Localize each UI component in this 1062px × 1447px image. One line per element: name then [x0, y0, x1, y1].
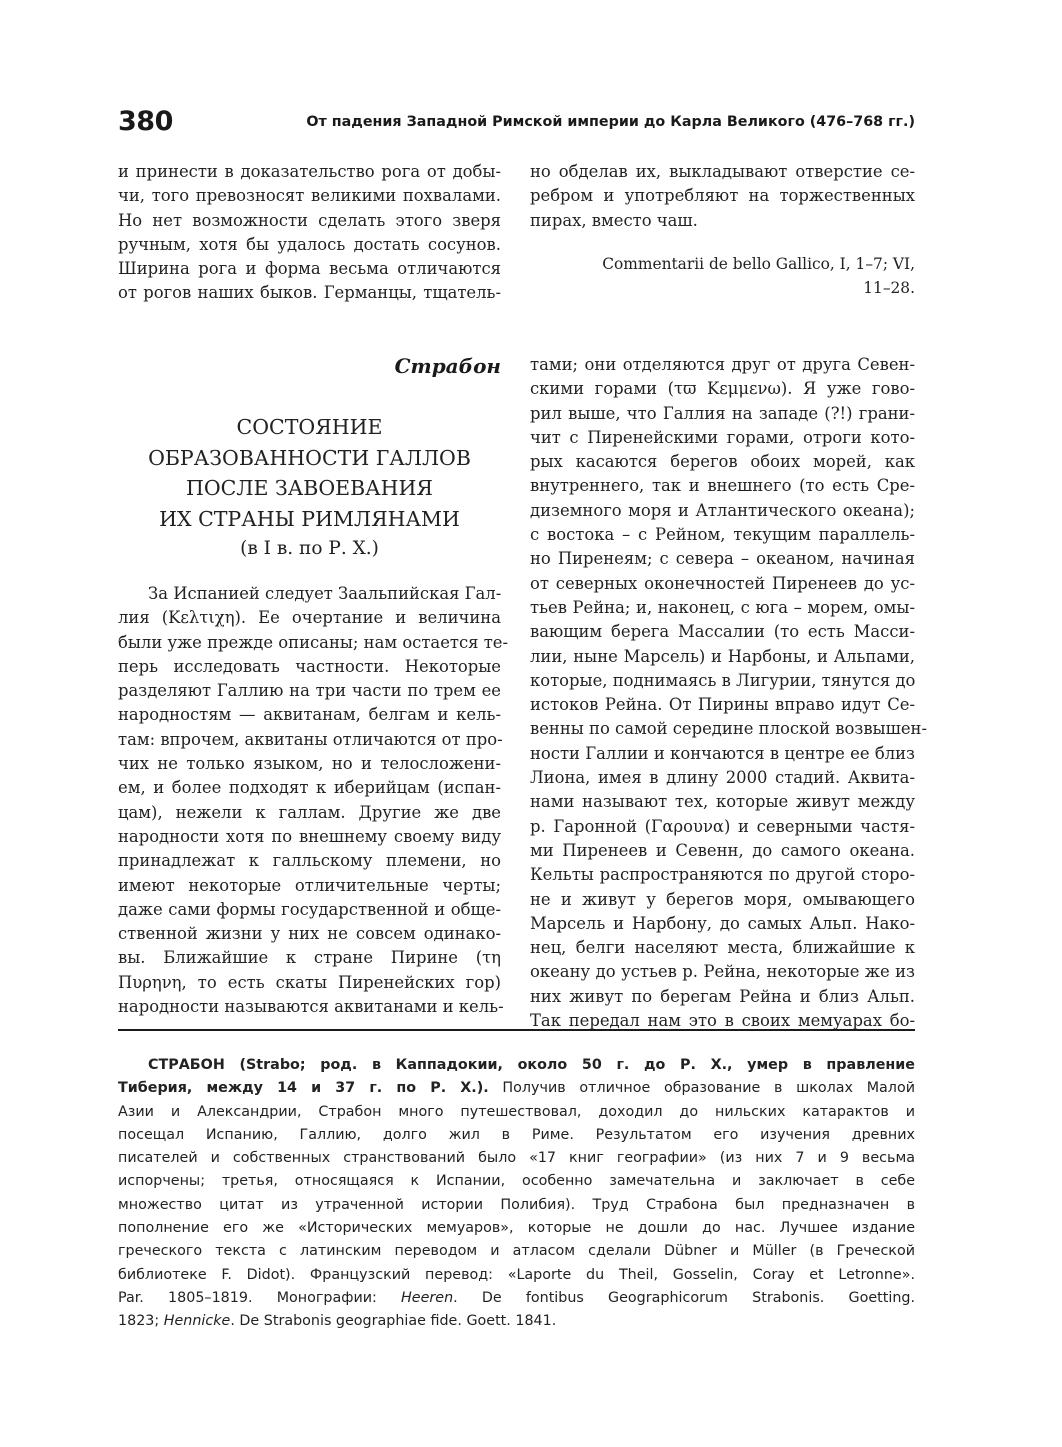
bio-text: Получив отличное образование в школах Малой — [488, 1080, 915, 1097]
text-line: ственной жизни у них не совсем одинако- — [118, 924, 501, 944]
bio-line — [118, 1310, 915, 1333]
text-line: пирах, вместо чаш. — [530, 210, 698, 230]
text-line: ности Галлии и кончаются в центре ее близ — [530, 743, 915, 763]
text-line: Ширина рога и форма весьма отличаются — [118, 259, 501, 279]
bio-heading: Тиберия, между 14 и 37 г. по Р. Х.). — [118, 1080, 489, 1097]
text-line: Но нет возможности сделать этого зверя — [118, 210, 501, 230]
title-line: ПОСЛЕ ЗАВОЕВАНИЯ — [186, 476, 433, 500]
title-line: СОСТОЯНИЕ — [236, 415, 383, 439]
text-line: чит с Пиренейскими горами, отроги кото- — [530, 427, 915, 447]
text-line: венны по самой середине плоской возвышен- — [530, 719, 928, 739]
text-line: нец, белги населяют места, ближайшие к — [530, 938, 915, 958]
author-bio — [118, 1054, 915, 1334]
text-line: рых касаются берегов обоих морей, как — [530, 452, 915, 472]
text-line: народности называются аквитанами и кель- — [118, 997, 504, 1017]
text-line: За Испанией следует Заальпийская Гал- — [148, 584, 502, 603]
bio-line: посещал Испанию, Галлию, долго жил в Риме. Результатом его изучения древних — [118, 1126, 915, 1143]
text-line: ручным, хотя бы удалось достать сосунов. — [118, 234, 501, 254]
text-line: Кельты распространяются по другой сторо- — [530, 865, 915, 885]
page-number: 380 — [118, 106, 173, 137]
bio-line — [118, 1077, 915, 1100]
bio-heading: СТРАБОН (Strabo; род. в Каппадокии, около 50 г. до Р. Х., умер в правление — [148, 1057, 915, 1073]
text-line: цам), нежели к галлам. Другие же две — [118, 802, 501, 822]
bio-text: . De fontibus Geographicorum Strabonis. Goetting. — [453, 1289, 916, 1306]
citation — [560, 252, 915, 300]
text-line: рил выше, что Галлия на западе (?!) грани- — [530, 403, 915, 423]
text-line: Πυρηνη, то есть скаты Пиренейских гор) — [118, 972, 501, 992]
text-line: диземного моря и Атлантического океана); — [530, 500, 915, 520]
citation-line: Commentarii de bello Gallico, I, 1–7; VI, — [602, 255, 915, 273]
bio-line: греческого текста с латинским переводом и атласом сделали Dübner и Müller (в Греческой — [118, 1243, 915, 1260]
left-column-text — [118, 582, 509, 1019]
text-line: истоков Рейна. От Пирины вправо идут Се- — [530, 695, 915, 715]
text-line: имеют некоторые отличительные черты; — [118, 875, 501, 895]
text-line: которые, поднимаясь в Лигурии, тянутся до — [530, 670, 916, 690]
text-line: вающим берега Массалии (то есть Масси- — [530, 622, 915, 642]
bio-text: . De Strabonis geographiae fide. Goett. 1841. — [230, 1313, 557, 1330]
text-line: ми Пиренеев и Севенн, до самого океана. — [530, 840, 915, 860]
text-line: но Пиренеям; с севера – океаном, начиная — [530, 549, 915, 569]
text-line: ребром и употребляют на торжественных — [530, 186, 915, 206]
bio-author-ref: Heeren — [401, 1289, 454, 1306]
text-line: чих не только языком, но и телосложени- — [118, 754, 501, 774]
bio-line — [118, 1054, 915, 1077]
text-line: там: впрочем, аквитаны отличаются от про- — [118, 729, 503, 749]
section-title — [118, 412, 501, 565]
bio-author-ref: Hennicke — [163, 1313, 231, 1330]
top-right-column — [530, 160, 915, 233]
bio-line: испорчены; третья, относящаяся к Испании, особенно замечательна и заключает в себе — [118, 1173, 915, 1190]
text-line: ем, и более подходят к иберийцам (испан- — [118, 778, 501, 798]
bio-line: Азии и Александрии, Страбон много путешествовал, доходил до нильских катарактов и — [118, 1103, 915, 1120]
title-subtitle: (в I в. по Р. Х.) — [240, 538, 379, 559]
text-line: вы. Ближайшие к стране Пирине (τη — [118, 948, 501, 968]
top-left-column — [118, 160, 501, 306]
bio-text: 1823; — [118, 1313, 164, 1330]
text-line: внутреннего, так и внешнего (то есть Сре- — [530, 476, 915, 496]
text-line: Так передал нам это в своих мемуарах бо- — [530, 1011, 915, 1031]
citation-line: 11–28. — [863, 279, 915, 297]
footnote-divider — [118, 1029, 915, 1031]
text-line: народности хотя по внешнему своему виду — [118, 826, 501, 846]
text-line: народностям — аквитанам, белгам и кель- — [118, 705, 501, 725]
text-line: нами называют тех, которые живут между — [530, 792, 915, 812]
bio-text: Par. 1805–1819. Монографии: — [118, 1289, 402, 1306]
bio-line: множество цитат из утраченной истории Полибия). Труд Страбона был предназначен в — [118, 1196, 915, 1213]
text-line: р. Гаронной (Γαρουνα) и северными частя- — [530, 816, 915, 836]
text-line: даже сами формы государственной и обще- — [118, 899, 501, 919]
bio-line: библиотеке F. Didot). Французский перевод: «Laporte du Theil, Gosselin, Coray et Letronne». — [118, 1266, 915, 1283]
running-title: От падения Западной Римской империи до Карла Великого (476–768 гг.) — [306, 114, 915, 130]
text-line: разделяют Галлию на три части по трем ее — [118, 681, 501, 701]
text-line: них живут по берегам Рейна и близ Альп. — [530, 986, 915, 1006]
text-line: тами; они отделяются друг от друга Севен- — [530, 355, 915, 374]
text-line: скими горами (τϖ Κεμμενω). Я уже гово- — [530, 379, 915, 399]
text-line: и принести в доказательство рога от добы- — [118, 162, 501, 181]
text-line: принадлежат к галльскому племени, но — [118, 851, 501, 871]
text-line: океану до устьев р. Рейна, некоторые же из — [530, 962, 915, 982]
text-line: лия (Κελτιχη). Ее очертание и величина — [118, 608, 501, 628]
text-line: тьев Рейна; и, наконец, с юга – морем, омы- — [530, 597, 915, 617]
bio-line — [118, 1287, 915, 1310]
text-line: но обделав их, выкладывают отверстие се- — [530, 162, 915, 181]
text-line: не и живут у берегов моря, омывающего — [530, 889, 915, 909]
right-column-text — [530, 353, 928, 1033]
text-line: чи, того превозносят великими похвалами. — [118, 186, 501, 206]
title-line: ИХ СТРАНЫ РИМЛЯНАМИ — [159, 506, 460, 531]
text-line: перь исследовать частности. Некоторые — [118, 656, 501, 676]
text-line: с востока – с Рейном, текущим параллель- — [530, 525, 915, 545]
text-line: Марсель и Нарбону, до самых Альп. Нако- — [530, 913, 915, 933]
text-line: были уже прежде описаны; нам остается те- — [118, 632, 509, 652]
bio-line: пополнение его же «Исторических мемуаров», которые не дошли до нас. Лучшее издание — [118, 1220, 915, 1237]
bio-line: писателей и собственных странствований было «17 книг географии» (из них 7 и 9 весьма — [118, 1150, 915, 1167]
text-line: от рогов наших быков. Германцы, тщатель- — [118, 283, 501, 303]
text-line: от северных оконечностей Пиренеев до ус- — [530, 573, 915, 593]
title-line: ОБРАЗОВАННОСТИ ГАЛЛОВ — [148, 445, 471, 470]
text-line: лии, ныне Марсель) и Нарбоны, и Альпами, — [530, 646, 915, 666]
text-line: Лиона, имея в длину 2000 стадий. Аквита- — [530, 768, 915, 788]
author-name: Страбон — [394, 354, 501, 378]
